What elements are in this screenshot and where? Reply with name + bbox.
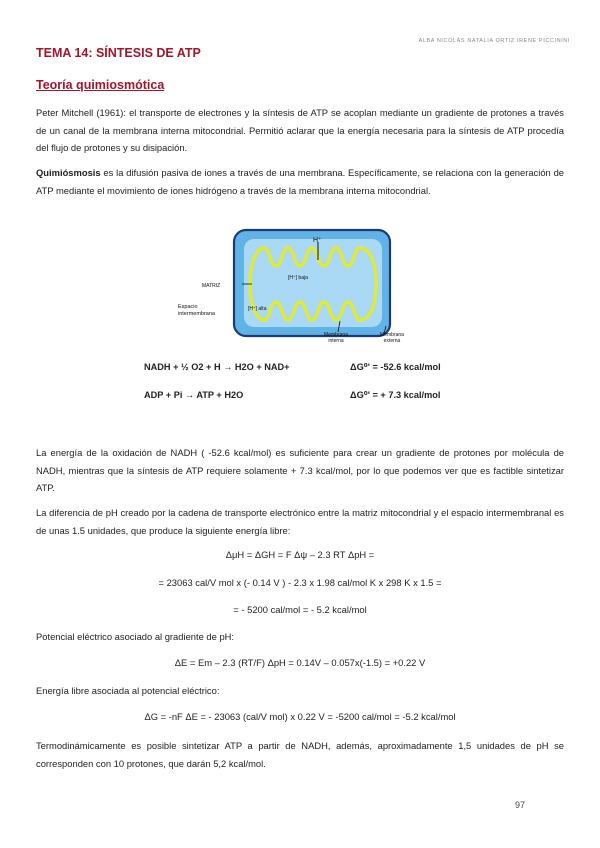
formula-delta-e: ΔE = Em – 2.3 (RT/F) ΔpH = 0.14V – 0.057x(-1.5) = +0.22 V <box>174 657 426 668</box>
page-number: 97 <box>515 800 526 810</box>
paragraph-mitchell: Peter Mitchell (1961): el transporte de electrones y la síntesis de ATP se acoplan mediante un gradiente de protones a través de un canal de la membrana interna mitocondrial. Permitió aclarar que la energía necesaria para la síntesis de ATP procedía del flujo de protones y su disipación. <box>36 107 564 153</box>
intermembrane-space <box>244 239 382 327</box>
paragraph-conclusion: Termodinámicamente es posible sintetizar ATP a partir de NADH, además, aproximadamente 1,5 unidades de pH se corresponden con 10 protones, que darán 5,2 kcal/mol. <box>36 740 564 769</box>
reaction-2-equation: ADP + Pi → ATP + H2O <box>144 390 244 400</box>
label-membrana-externa: Membrana externa <box>380 332 404 344</box>
paragraph-free-energy: Energía libre asociada al potencial eléctrico: <box>36 685 220 696</box>
mitochondria-diagram <box>178 226 438 346</box>
label-h-high: [H⁺] alta <box>248 306 267 312</box>
paragraph-quimiosmosis-text: es la difusión pasiva de iones a través de una membrana. Específicamente, se relaciona con la generación de ATP mediante el movimiento de iones hidrógeno a través de la membrana interna mitocondrial. <box>36 167 564 196</box>
formula-proton-motive: ΔμH = ΔGH = F Δψ – 2.3 RT ΔpH = <box>225 549 375 560</box>
term-quimiosmosis: Quimiósmosis <box>36 167 101 178</box>
paragraph-nadh-energy: La energía de la oxidación de NADH ( -52.6 kcal/mol) es suficiente para crear un gradiente de protones por molécula de NADH, mientras que la síntesis de ATP requiere solamente + 7.3 kcal/mol, por lo que podemos ver que es factible sintetizar ATP. <box>36 447 564 493</box>
formula-calculation: = 23063 cal/V mol x (- 0.14 V ) - 2.3 x 1.98 cal/mol K x 298 K x 1.5 = <box>158 577 442 588</box>
label-espacio: Espacio intermembrana <box>178 304 215 317</box>
reaction-1-equation: NADH + ½ O2 + H → H2O + NAD+ <box>144 362 290 372</box>
formula-delta-g: ΔG = -nF ΔE = - 23063 (cal/V mol) x 0.22 V = -5200 cal/mol = -5.2 kcal/mol <box>144 711 456 722</box>
paragraph-quimiosmosis <box>36 164 564 199</box>
header-authors: ALBA NICOLÁS NATALIA ORTIZ IRENE PICCININI <box>418 38 570 44</box>
paragraph-ph-difference: La diferencia de pH creado por la cadena de transporte electrónico entre la matriz mitocondrial y el espacio intermembranal es de unas 1.5 unidades, que produce la siguiente energía libre: <box>36 507 564 536</box>
page-title: TEMA 14: SÍNTESIS DE ATP <box>36 46 201 60</box>
reaction-1-energy: ΔG⁰' = -52.6 kcal/mol <box>350 362 441 372</box>
reaction-2-energy: ΔG⁰' = + 7.3 kcal/mol <box>350 390 441 400</box>
label-matrix: MATRIZ <box>202 283 221 289</box>
label-membrana-interna: Membrana interna <box>324 332 348 344</box>
section-title: Teoría quimiosmótica <box>36 78 165 92</box>
formula-result: = - 5200 cal/mol = - 5.2 kcal/mol <box>233 604 367 615</box>
paragraph-electric-potential: Potencial eléctrico asociado al gradiente de pH: <box>36 631 235 642</box>
label-h-plus: H⁺ <box>313 237 322 244</box>
label-h-low: [H⁺] baja <box>288 275 308 281</box>
